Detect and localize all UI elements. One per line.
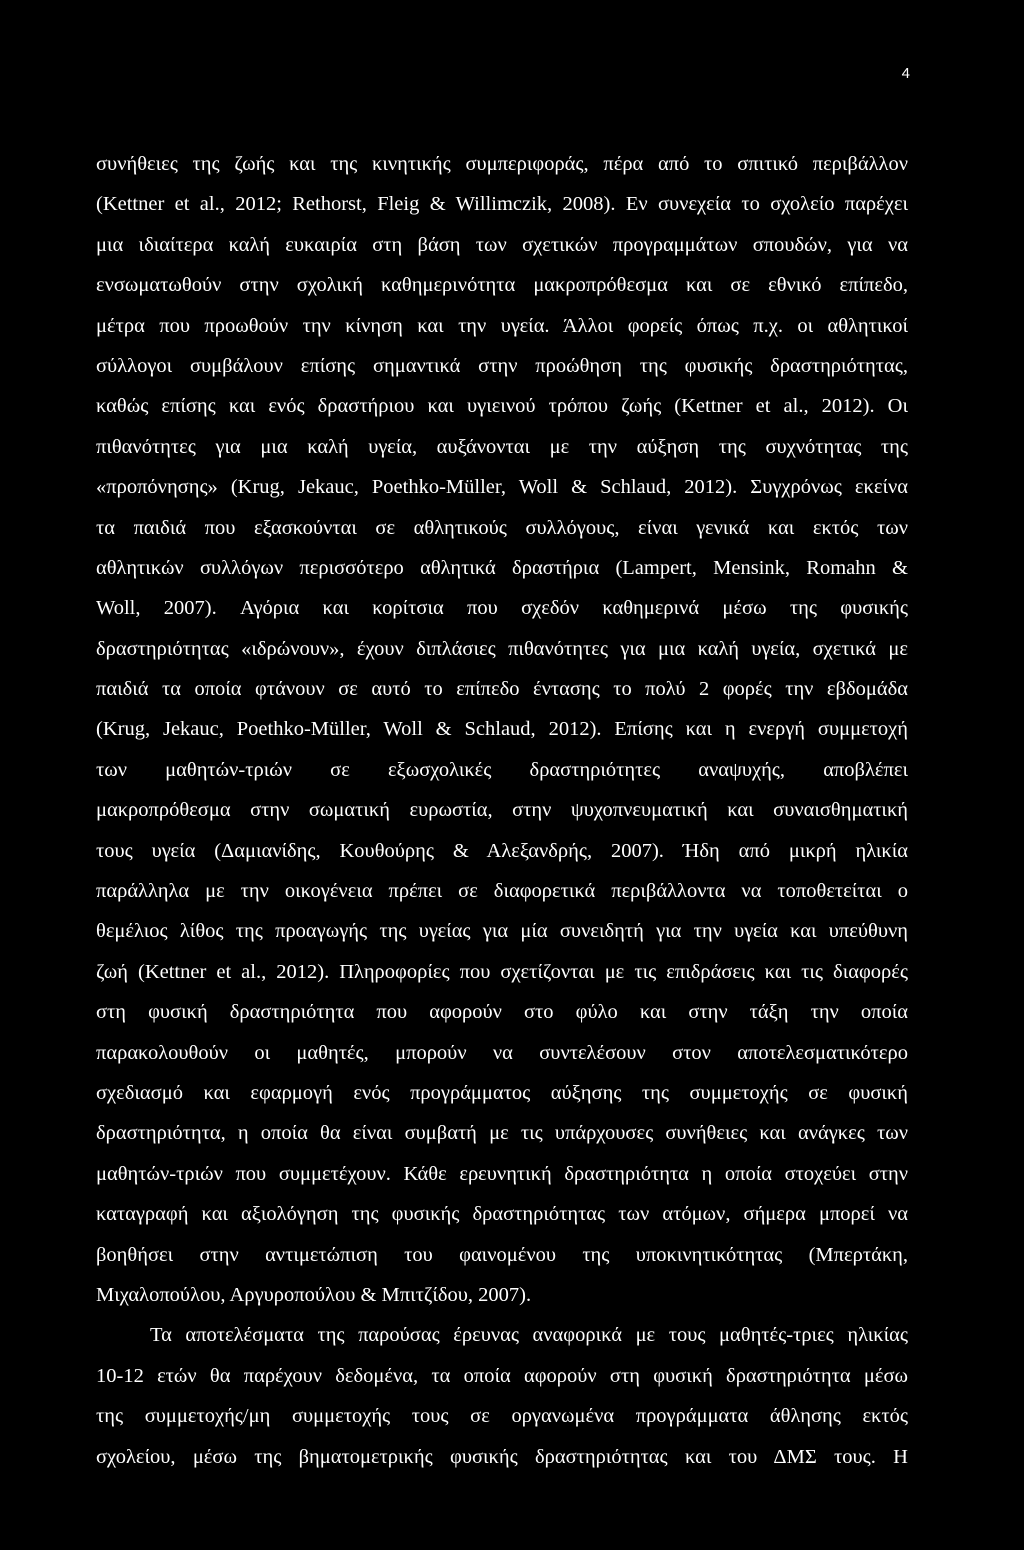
text-line: Μιχαλοπούλου, Αργυροπούλου & Μπιτζίδου, 2007).	[96, 1283, 532, 1306]
paragraph-1	[96, 144, 908, 1315]
text-line: παιδιά τα οποία φτάνουν σε αυτό το επίπεδο έντασης το πολύ 2 φορές την εβδομάδα	[96, 678, 908, 701]
text-line: παρακολουθούν οι μαθητές, μπορούν να συντελέσουν στον αποτελεσματικότερο	[96, 1041, 908, 1064]
text-line: βοηθήσει στην αντιμετώπιση του φαινομένου της υποκινητικότητας (Μπερτάκη,	[96, 1243, 908, 1266]
text-line: συνήθειες της ζωής και της κινητικής συμπεριφοράς, πέρα από το σπιτικό περιβάλλον	[96, 153, 908, 175]
text-line: ζωή (Kettner et al., 2012). Πληροφορίες που σχετίζονται με τις επιδράσεις και τις διαφορές	[96, 960, 908, 983]
text-line: τα παιδιά που εξασκούνται σε αθλητικούς συλλόγους, είναι γενικά και εκτός των	[96, 516, 908, 539]
text-line: σύλλογοι συμβάλουν επίσης σημαντικά στην προώθηση της φυσικής δραστηριότητας,	[96, 354, 908, 377]
text-line: της συμμετοχής/μη συμμετοχής τους σε οργανωμένα προγράμματα άθλησης εκτός	[96, 1405, 908, 1428]
text-line: μια ιδιαίτερα καλή ευκαιρία στη βάση των σχετικών προγραμμάτων σπουδών, για να	[96, 233, 908, 256]
text-line: στη φυσική δραστηριότητα που αφορούν στο φύλο και στην τάξη την οποία	[96, 1001, 908, 1024]
text-line: «προπόνησης» (Krug, Jekauc, Poethko-Müller, Woll & Schlaud, 2012). Συγχρόνως εκείνα	[96, 476, 908, 499]
text-line: δραστηριότητας «ιδρώνουν», έχουν διπλάσιες πιθανότητες για μια καλή υγεία, σχετικά με	[96, 637, 908, 660]
text-line: σχολείου, μέσω της βηματομετρικής φυσικής δραστηριότητας και του ΔΜΣ τους. Η	[96, 1445, 908, 1468]
text-line: θεμέλιος λίθος της προαγωγής της υγείας για μία συνειδητή για την υγεία και υπεύθυνη	[96, 920, 908, 943]
text-line: των μαθητών-τριών σε εξωσχολικές δραστηριότητες αναψυχής, αποβλέπει	[96, 758, 908, 781]
text-line: Woll, 2007). Αγόρια και κορίτσια που σχεδόν καθημερινά μέσω της φυσικής	[96, 597, 908, 620]
paragraph-2	[96, 1315, 908, 1477]
text-line: (Krug, Jekauc, Poethko-Müller, Woll & Schlaud, 2012). Επίσης και η ενεργή συμμετοχή	[96, 718, 908, 741]
text-line: σχεδιασμό και εφαρμογή ενός προγράμματος αύξησης της συμμετοχής σε φυσική	[96, 1081, 908, 1104]
text-line: Τα αποτελέσματα της παρούσας έρευνας αναφορικά με τους μαθητές-τριες ηλικίας	[150, 1324, 908, 1347]
text-line: καταγραφή και αξιολόγηση της φυσικής δραστηριότητας των ατόμων, σήμερα μπορεί να	[96, 1203, 908, 1226]
page-number: 4	[901, 65, 910, 82]
text-line: μαθητών-τριών που συμμετέχουν. Κάθε ερευνητική δραστηριότητα η οποία στοχεύει στην	[96, 1162, 908, 1185]
text-line: αθλητικών συλλόγων περισσότερο αθλητικά δραστήρια (Lampert, Mensink, Romahn &	[96, 556, 908, 579]
body-text	[96, 144, 908, 1477]
text-line: καθώς επίσης και ενός δραστήριου και υγιεινού τρόπου ζωής (Kettner et al., 2012). Οι	[96, 395, 908, 418]
text-line: 10-12 ετών θα παρέχουν δεδομένα, τα οποία αφορούν στη φυσική δραστηριότητα μέσω	[96, 1364, 908, 1387]
text-line: μακροπρόθεσμα στην σωματική ευρωστία, στην ψυχοπνευματική και συναισθηματική	[96, 799, 908, 822]
text-line: δραστηριότητα, η οποία θα είναι συμβατή με τις υπάρχουσες συνήθειες και ανάγκες των	[96, 1122, 908, 1145]
text-line: ενσωματωθούν στην σχολική καθημερινότητα μακροπρόθεσμα και σε εθνικό επίπεδο,	[96, 274, 908, 297]
text-line: τους υγεία (Δαμιανίδης, Κουθούρης & Αλεξανδρής, 2007). Ήδη από μικρή ηλικία	[96, 839, 908, 862]
text-line: (Kettner et al., 2012; Rethorst, Fleig & Willimczik, 2008). Εν συνεχεία το σχολείο παρέχει	[96, 193, 908, 216]
text-line: παράλληλα με την οικογένεια πρέπει σε διαφορετικά περιβάλλοντα να τοποθετείται ο	[96, 880, 908, 903]
text-line: μέτρα που προωθούν την κίνηση και την υγεία. Άλλοι φορείς όπως π.χ. οι αθλητικοί	[96, 314, 908, 337]
text-line: πιθανότητες για μια καλή υγεία, αυξάνονται με την αύξηση της συχνότητας της	[96, 435, 908, 458]
